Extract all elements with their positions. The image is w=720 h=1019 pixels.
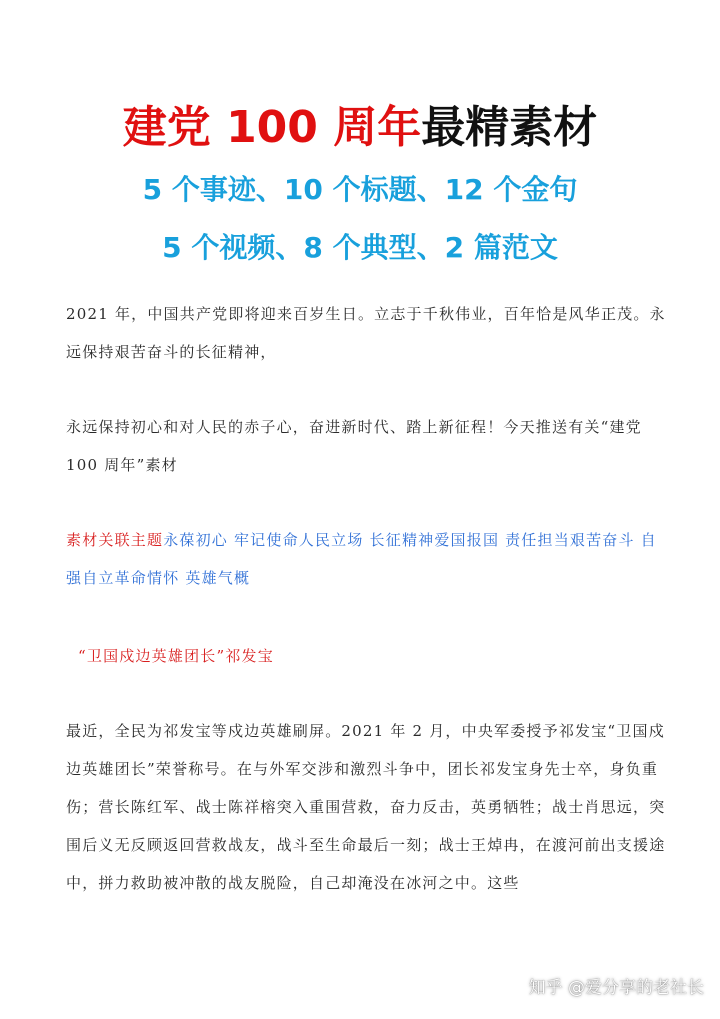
- subtitle-2: 5 个视频、8 个典型、2 篇范文: [162, 231, 558, 264]
- watermark: 知乎 @爱分享的老社长: [528, 978, 704, 998]
- themes-list: 永葆初心 牢记使命人民立场 长征精神爱国报国 责任担当艰苦奋斗 自强自立革命情怀 英雄气概: [66, 531, 657, 587]
- themes-paragraph: [66, 521, 666, 597]
- body-paragraph: 最近，全民为祁发宝等戍边英雄刷屏。2021 年 2 月，中央军委授予祁发宝“卫国戍边英雄团长”荣誉称号。在与外军交涉和激烈斗争中，团长祁发宝身先士卒，身负重伤；营长陈红军、战士陈祥榕突入重围营救，奋力反击，英勇牺牲；战士肖思远，突围后义无反顾返回营救战友，战斗至生命最后一刻；战士王焯冉，在渡河前出支援途中，拼力救助被冲散的战友脱险，自己却淹没在冰河之中。这些: [66, 722, 666, 892]
- page-title: [0, 98, 720, 158]
- title-black-part: 最精素材: [421, 102, 598, 153]
- title-red-part: 建党 100 周年: [122, 102, 422, 153]
- intro-paragraph-2: 永远保持初心和对人民的赤子心，奋进新时代、踏上新征程！今天推送有关“建党 100 周年”素材: [66, 418, 642, 474]
- subtitle-1: 5 个事迹、10 个标题、12 个金句: [142, 173, 578, 206]
- intro-paragraph-1: 2021 年，中国共产党即将迎来百岁生日。立志于千秋伟业，百年恰是风华正茂。永远保持艰苦奋斗的长征精神，: [66, 305, 666, 361]
- themes-label: 素材关联主题: [66, 531, 164, 549]
- section-heading: “卫国戍边英雄团长”祁发宝: [78, 647, 274, 665]
